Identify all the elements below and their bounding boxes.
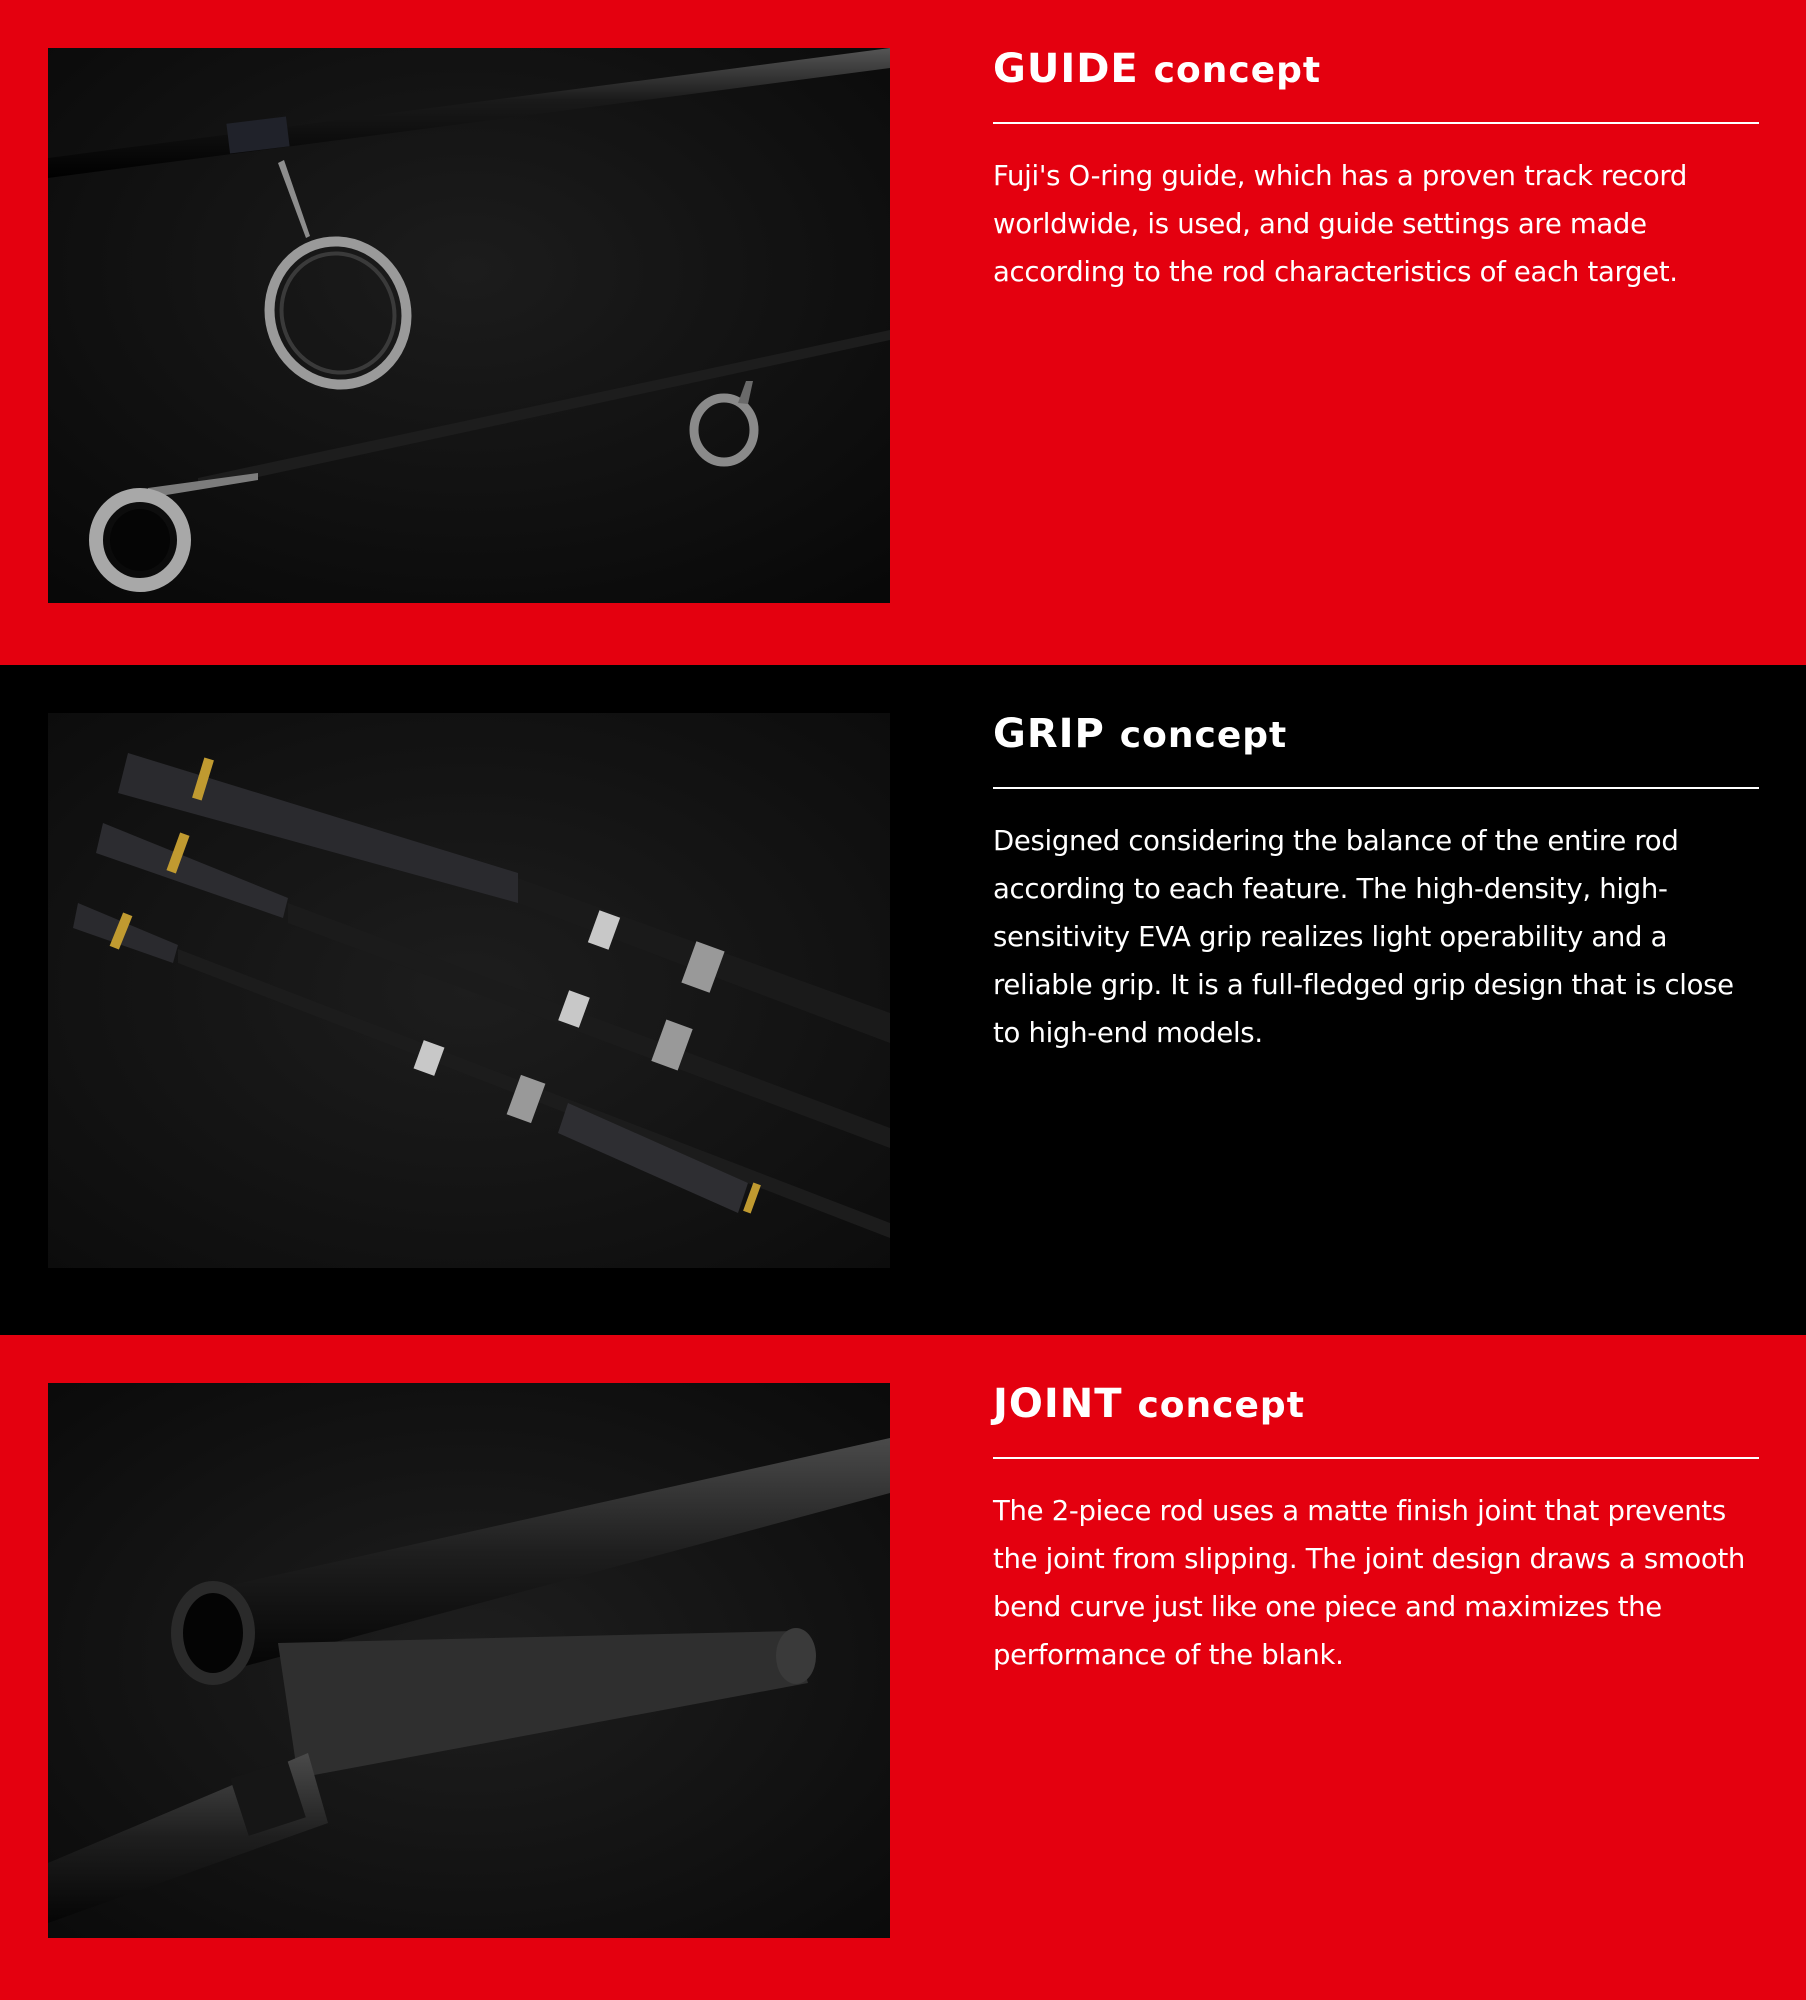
guide-title bbox=[993, 44, 1759, 122]
grip-text-block bbox=[993, 709, 1759, 1057]
joint-divider bbox=[993, 1457, 1759, 1459]
grip-divider bbox=[993, 787, 1759, 789]
grip-section bbox=[0, 665, 1806, 1335]
joint-title bbox=[993, 1379, 1759, 1457]
grip-title-main: GRIP bbox=[993, 711, 1105, 757]
joint-photo bbox=[48, 1383, 890, 1938]
grip-photo bbox=[48, 713, 890, 1268]
grip-rod-image bbox=[48, 713, 890, 1268]
guide-text-block bbox=[993, 44, 1759, 296]
grip-title-sub: concept bbox=[1119, 715, 1288, 756]
joint-text-block bbox=[993, 1379, 1759, 1679]
joint-description: The 2-piece rod uses a matte finish joint that prevents the joint from slipping. The joint design draws a smooth bend curve just like one piece and maximizes the performance of the blank. bbox=[993, 1495, 1746, 1671]
guide-title-sub: concept bbox=[1153, 50, 1322, 91]
guide-title-main: GUIDE bbox=[993, 46, 1139, 92]
grip-description: Designed considering the balance of the entire rod according to each feature. The high-density, high-sensitivity EVA grip realizes light operability and a reliable grip. It is a full-fledged grip design that is close to high-end models. bbox=[993, 825, 1734, 1049]
joint-title-sub: concept bbox=[1137, 1385, 1305, 1426]
joint-section bbox=[0, 1335, 1806, 2000]
joint-title-main: JOINT bbox=[993, 1381, 1123, 1427]
guide-photo bbox=[48, 48, 890, 603]
guide-description: Fuji's O-ring guide, which has a proven track record worldwide, is used, and guide settings are made according to the rod characteristics of each target. bbox=[993, 160, 1688, 288]
guide-rod-image bbox=[48, 48, 890, 603]
joint-rod-image bbox=[48, 1383, 890, 1938]
guide-divider bbox=[993, 122, 1759, 124]
grip-title bbox=[993, 709, 1759, 787]
guide-section bbox=[0, 0, 1806, 665]
